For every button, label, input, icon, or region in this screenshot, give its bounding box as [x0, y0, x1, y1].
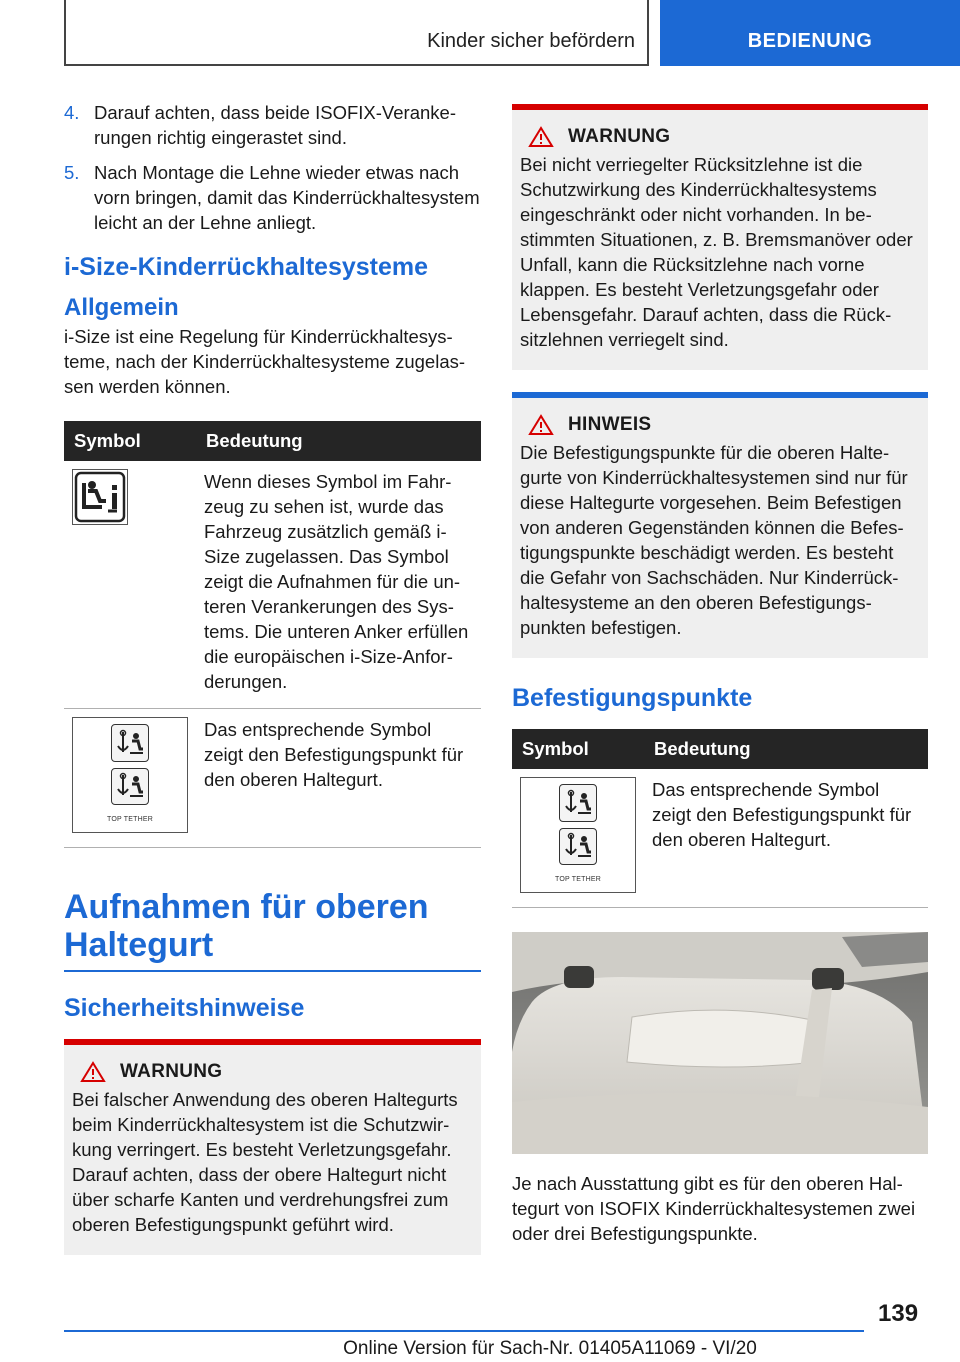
step-number: 5. — [64, 162, 80, 183]
chapter-title: BEDIENUNG — [747, 30, 873, 52]
anchor-icon — [559, 784, 597, 822]
footer-rule — [64, 1330, 864, 1332]
top-tether-label: TOP TETHER — [555, 876, 601, 883]
heading-isize: i-Size-Kinderrückhaltesysteme — [64, 253, 429, 281]
meaning-cell: Wenn dieses Symbol im Fahrzeug zu sehen ist, wurde das Fahrzeug zusätzlich gemäß i-Size zugelassen. Das Symbol zeigt die Aufnahmen für die unteren Verankerungen des Systems. Die unteren Anker erfüllen die europäischen i-Size-Anforderungen. — [196, 461, 481, 709]
warning-text: Bei falscher Anwendung des oberen Haltegurts beim Kinderrückhaltesystem ist die Schutzwirkung verringert. Es besteht Verletzungsgefahr. Darauf achten, dass der obere Haltegurt nicht über scharfe Kanten und verdrehungsfrei zum oberen Befestigungspunkt geführt wird. — [72, 1089, 458, 1235]
points-symbol-table — [512, 729, 928, 908]
left-column — [64, 100, 481, 1255]
hint-triangle-icon — [528, 414, 554, 436]
anchor-icon — [111, 768, 149, 806]
online-version-text: Online Version für Sach-Nr. 01405A11069 - VI/20 — [343, 1338, 757, 1359]
col-header-symbol: Symbol — [512, 729, 644, 769]
intro-paragraph: i-Size ist eine Regelung für Kinderrückhaltesysteme, nach der Kinderrückhaltesysteme zugelassen werden können. — [64, 326, 466, 397]
header-frame — [64, 0, 649, 66]
heading-points: Befestigungspunkte — [512, 684, 753, 712]
step-text: Nach Montage die Lehne wieder etwas nach vorn bringen, damit das Kinderrückhaltesystem leicht an der Lehne anliegt. — [94, 162, 480, 233]
warning-callout — [64, 1039, 481, 1255]
warning-title: WARNUNG — [568, 126, 671, 147]
top-tether-icon — [72, 717, 188, 833]
step-list — [64, 100, 481, 235]
anchor-icon — [559, 828, 597, 866]
heading-safety: Sicherheitshinweise — [64, 994, 305, 1022]
isofix-isize-icon — [72, 469, 128, 525]
anchor-icon — [111, 724, 149, 762]
warning-title: WARNUNG — [120, 1061, 223, 1082]
rear-seat-photo — [512, 932, 928, 1154]
warning-callout — [512, 104, 928, 370]
meaning-cell: Das entsprechende Symbol zeigt den Befestigungspunkt für den oberen Haltegurt. — [644, 769, 928, 908]
warning-text: Bei nicht verriegelter Rücksitzlehne ist die Schutzwirkung des Kinderrückhaltesystems eingeschränkt oder nicht vorhanden. In bestimmten Situationen, z. B. Bremsmanöver oder Unfall, kann die Rücksitzlehne nach vorne klappen. Es besteht Verletzungsgefahr oder Lebensgefahr. Darauf achten, dass die Rücksitzlehnen verriegelt sind. — [520, 154, 913, 350]
heading-general: Allgemein — [64, 294, 179, 321]
heading-main: Aufnahmen für oberen Haltegurt — [64, 888, 481, 972]
table-row — [64, 709, 481, 848]
hint-callout — [512, 392, 928, 658]
chapter-tab[interactable] — [660, 0, 960, 66]
top-tether-label: TOP TETHER — [107, 816, 153, 823]
section-title: Kinder sicher befördern — [427, 30, 635, 52]
hint-text: Die Befestigungspunkte für die oberen Haltegurte von Kinderrückhaltesystemen sind nur für diese Haltegurte vorgesehen. Beim Befestigen von anderen Gegenständen können die Befestigungspunkte beschädigt werden. Es besteht die Gefahr von Sachschäden. Nur Kinderrückhaltesysteme an den oberen Befestigungspunkten befestigen. — [520, 442, 908, 638]
step-item — [64, 160, 481, 235]
photo-caption: Je nach Ausstattung gibt es für den oberen Haltegurt von ISOFIX Kinderrückhaltesystemen zwei oder drei Befestigungspunkte. — [512, 1173, 916, 1244]
meaning-cell: Das entsprechende Symbol zeigt den Befestigungspunkt für den oberen Haltegurt. — [196, 709, 481, 848]
isize-symbol-table — [64, 421, 481, 848]
col-header-meaning: Bedeutung — [644, 729, 928, 769]
top-tether-icon — [520, 777, 636, 893]
step-text: Darauf achten, dass beide ISOFIX-Verankerungen richtig eingerastet sind. — [94, 102, 456, 148]
table-row — [64, 461, 481, 709]
col-header-symbol: Symbol — [64, 421, 196, 461]
hint-title: HINWEIS — [568, 414, 652, 435]
right-column — [512, 104, 928, 1246]
step-item — [64, 100, 481, 150]
step-number: 4. — [64, 102, 80, 123]
table-row — [512, 769, 928, 908]
warning-triangle-icon — [80, 1061, 106, 1083]
col-header-meaning: Bedeutung — [196, 421, 481, 461]
page-number: 139 — [878, 1300, 919, 1327]
warning-triangle-icon — [528, 126, 554, 148]
